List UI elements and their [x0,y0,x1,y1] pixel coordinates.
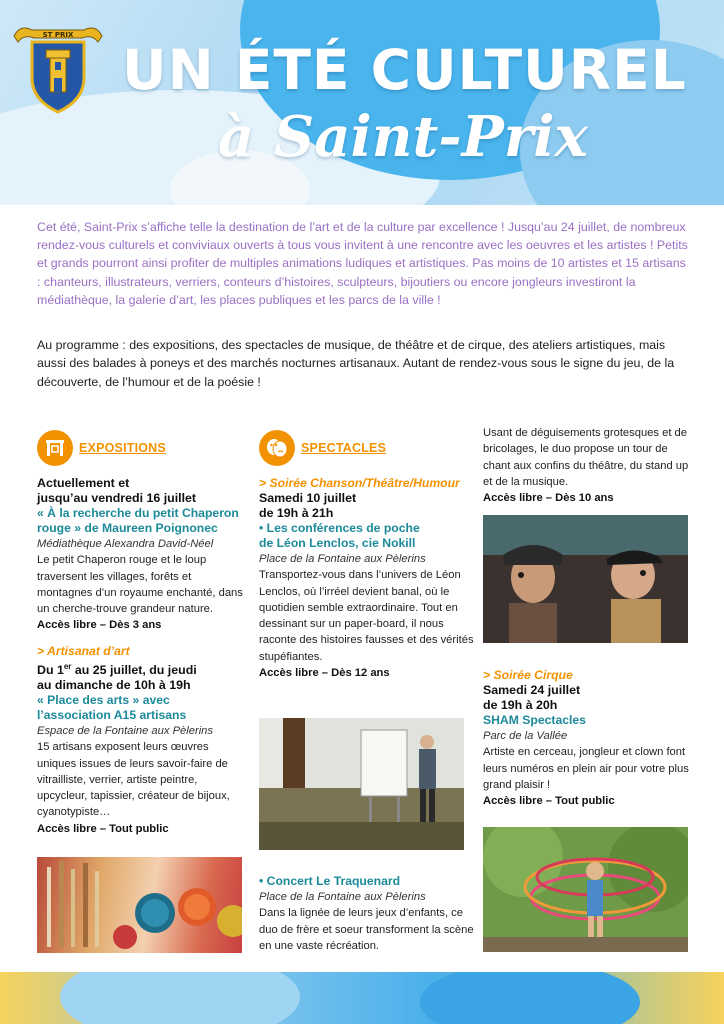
event-title: « À la recherche du petit Chaperon [37,506,239,520]
date-part: au 25 juillet, du jeudi [71,662,197,677]
spectacles-column [259,430,474,681]
event-title: rouge » de Maureen Poignonec [37,521,218,535]
event-title: • Concert Le Traquenard [259,874,401,888]
spectacles-label: SPECTACLES [301,440,387,455]
page-title-line2: à Saint-Prix [218,104,588,170]
event-place: Espace de la Fontaine aux Pèlerins [37,724,214,737]
concert-block [259,874,474,954]
event-access: Accès libre – Tout public [37,822,169,835]
event-date: jusqu’au vendredi 16 juillet [37,491,197,505]
cirque-block [483,668,698,809]
programme-paragraph: Au programme : des expositions, des spectacles de musique, de théâtre et de cirque, des ateliers artistiques, mais aussi des balades à poneys et des marchés nocturnes artisanaux. Autant de rendez-vous sous le signe du jeu, de la découverte, de l’humour et de la poésie ! [37,338,675,389]
event-title: l’association A15 artisans [37,707,187,722]
event-date: Samedi 10 juillet [259,491,357,505]
spectacles-heading [259,430,474,466]
column-three [483,425,698,506]
event-date [37,659,247,678]
event-description: Le petit Chaperon rouge et le loup traversent les villages, forêts et montagnes d’un royaume enchanté, dans un cherche-trouve grandeur nature. [37,554,243,616]
event-access: Accès libre – Dès 12 ans [259,667,390,680]
event-description: Dans la lignée de leurs jeux d’enfants, ce duo de frère et soeur transforment la scène en une vaste récréation. [259,907,474,952]
event-description: Artiste en cerceau, jongleur et clown font leurs numéros en plein air pour votre plus grand plaisir ! [483,746,689,791]
clown-duo-photo [483,515,688,643]
footer-band [0,972,724,1024]
crest-text: ST PRIX [42,31,74,39]
intro-paragraph: Cet été, Saint-Prix s’affiche telle la destination de l’art et de la culture par excellence ! Jusqu’au 24 juillet, de nombreux rendez-vous culturels et conviviaux ouverts à tous vous invitent à une rencontre avec les oeuvres et les artistes ! Petits et grands pourront ainsi profiter de multiples animations ludiques et artistiques. Pas moins de 10 artistes et 15 artisans : chanteurs, illustrateurs, verriers, conteurs d’histoires, sculpteurs, bijoutiers ou encore jongleurs investiront la médiathèque, la galerie d’art, les places publiques et les parcs de la ville ! [37,220,688,307]
expositions-column [37,430,247,837]
date-part: Du 1 [37,662,64,677]
event-date: de 19h à 20h [483,698,558,712]
event-date: de 19h à 21h [259,506,334,520]
event-title: « Place des arts » avec [37,692,170,707]
town-crest-icon [8,16,108,116]
header-banner [0,0,724,205]
event-access: Accès libre – Dès 10 ans [483,492,614,505]
expositions-heading [37,430,247,466]
event-date: Actuellement et [37,476,130,490]
event-place: Parc de la Vallée [483,730,568,742]
event-access: Accès libre – Dès 3 ans [37,619,162,632]
footer-shape [420,972,640,1024]
page-title-line1: UN ÉTÉ CULTUREL [122,38,687,102]
theater-masks-icon [259,430,295,466]
event-access: Accès libre – Tout public [483,795,615,808]
event-date: au dimanche de 10h à 19h [37,677,191,692]
event-title: • Les conférences de poche [259,521,420,535]
event-place: Médiathèque Alexandra David-Néel [37,538,214,550]
expositions-label: EXPOSITIONS [79,440,166,455]
event-category: > Soirée Chanson/Théâtre/Humour [259,476,460,490]
hoop-artist-photo [483,827,688,952]
event-place: Place de la Fontaine aux Pèlerins [259,553,426,565]
event-title: SHAM Spectacles [483,713,586,727]
event-description: Usant de déguisements grotesques et de bricolages, le duo propose un tour de chant aux confins du théâtre, du stand up et de la musique. [483,427,689,488]
event-description: 15 artisans exposent leurs œuvres uniques issues de leurs savoir-faire de vitrailliste, verrier, artiste peintre, upcycleur, tapissier, créateur de bijoux, cyanotypiste… [37,741,230,819]
gallery-icon [37,430,73,466]
event-description: Transportez-vous dans l’univers de Léon Lenclos, où l’irréel devient banal, où le quotidien semble extraordinaire. Tout en dessinant sur un paper-board, il nous raconte des histoires fausses et des vérités stupéfiantes. [259,569,474,663]
paint-pots-photo [37,857,242,953]
event-place: Place de la Fontaine aux Pèlerins [259,891,426,903]
event-title: de Léon Lenclos, cie Nokill [259,536,416,550]
paperboard-show-photo [259,718,464,850]
event-category: > Soirée Cirque [483,668,573,682]
date-suffix: er [63,661,72,671]
event-category: > Artisanat d’art [37,643,130,658]
footer-shape [60,972,300,1024]
event-date: Samedi 24 juillet [483,683,581,697]
